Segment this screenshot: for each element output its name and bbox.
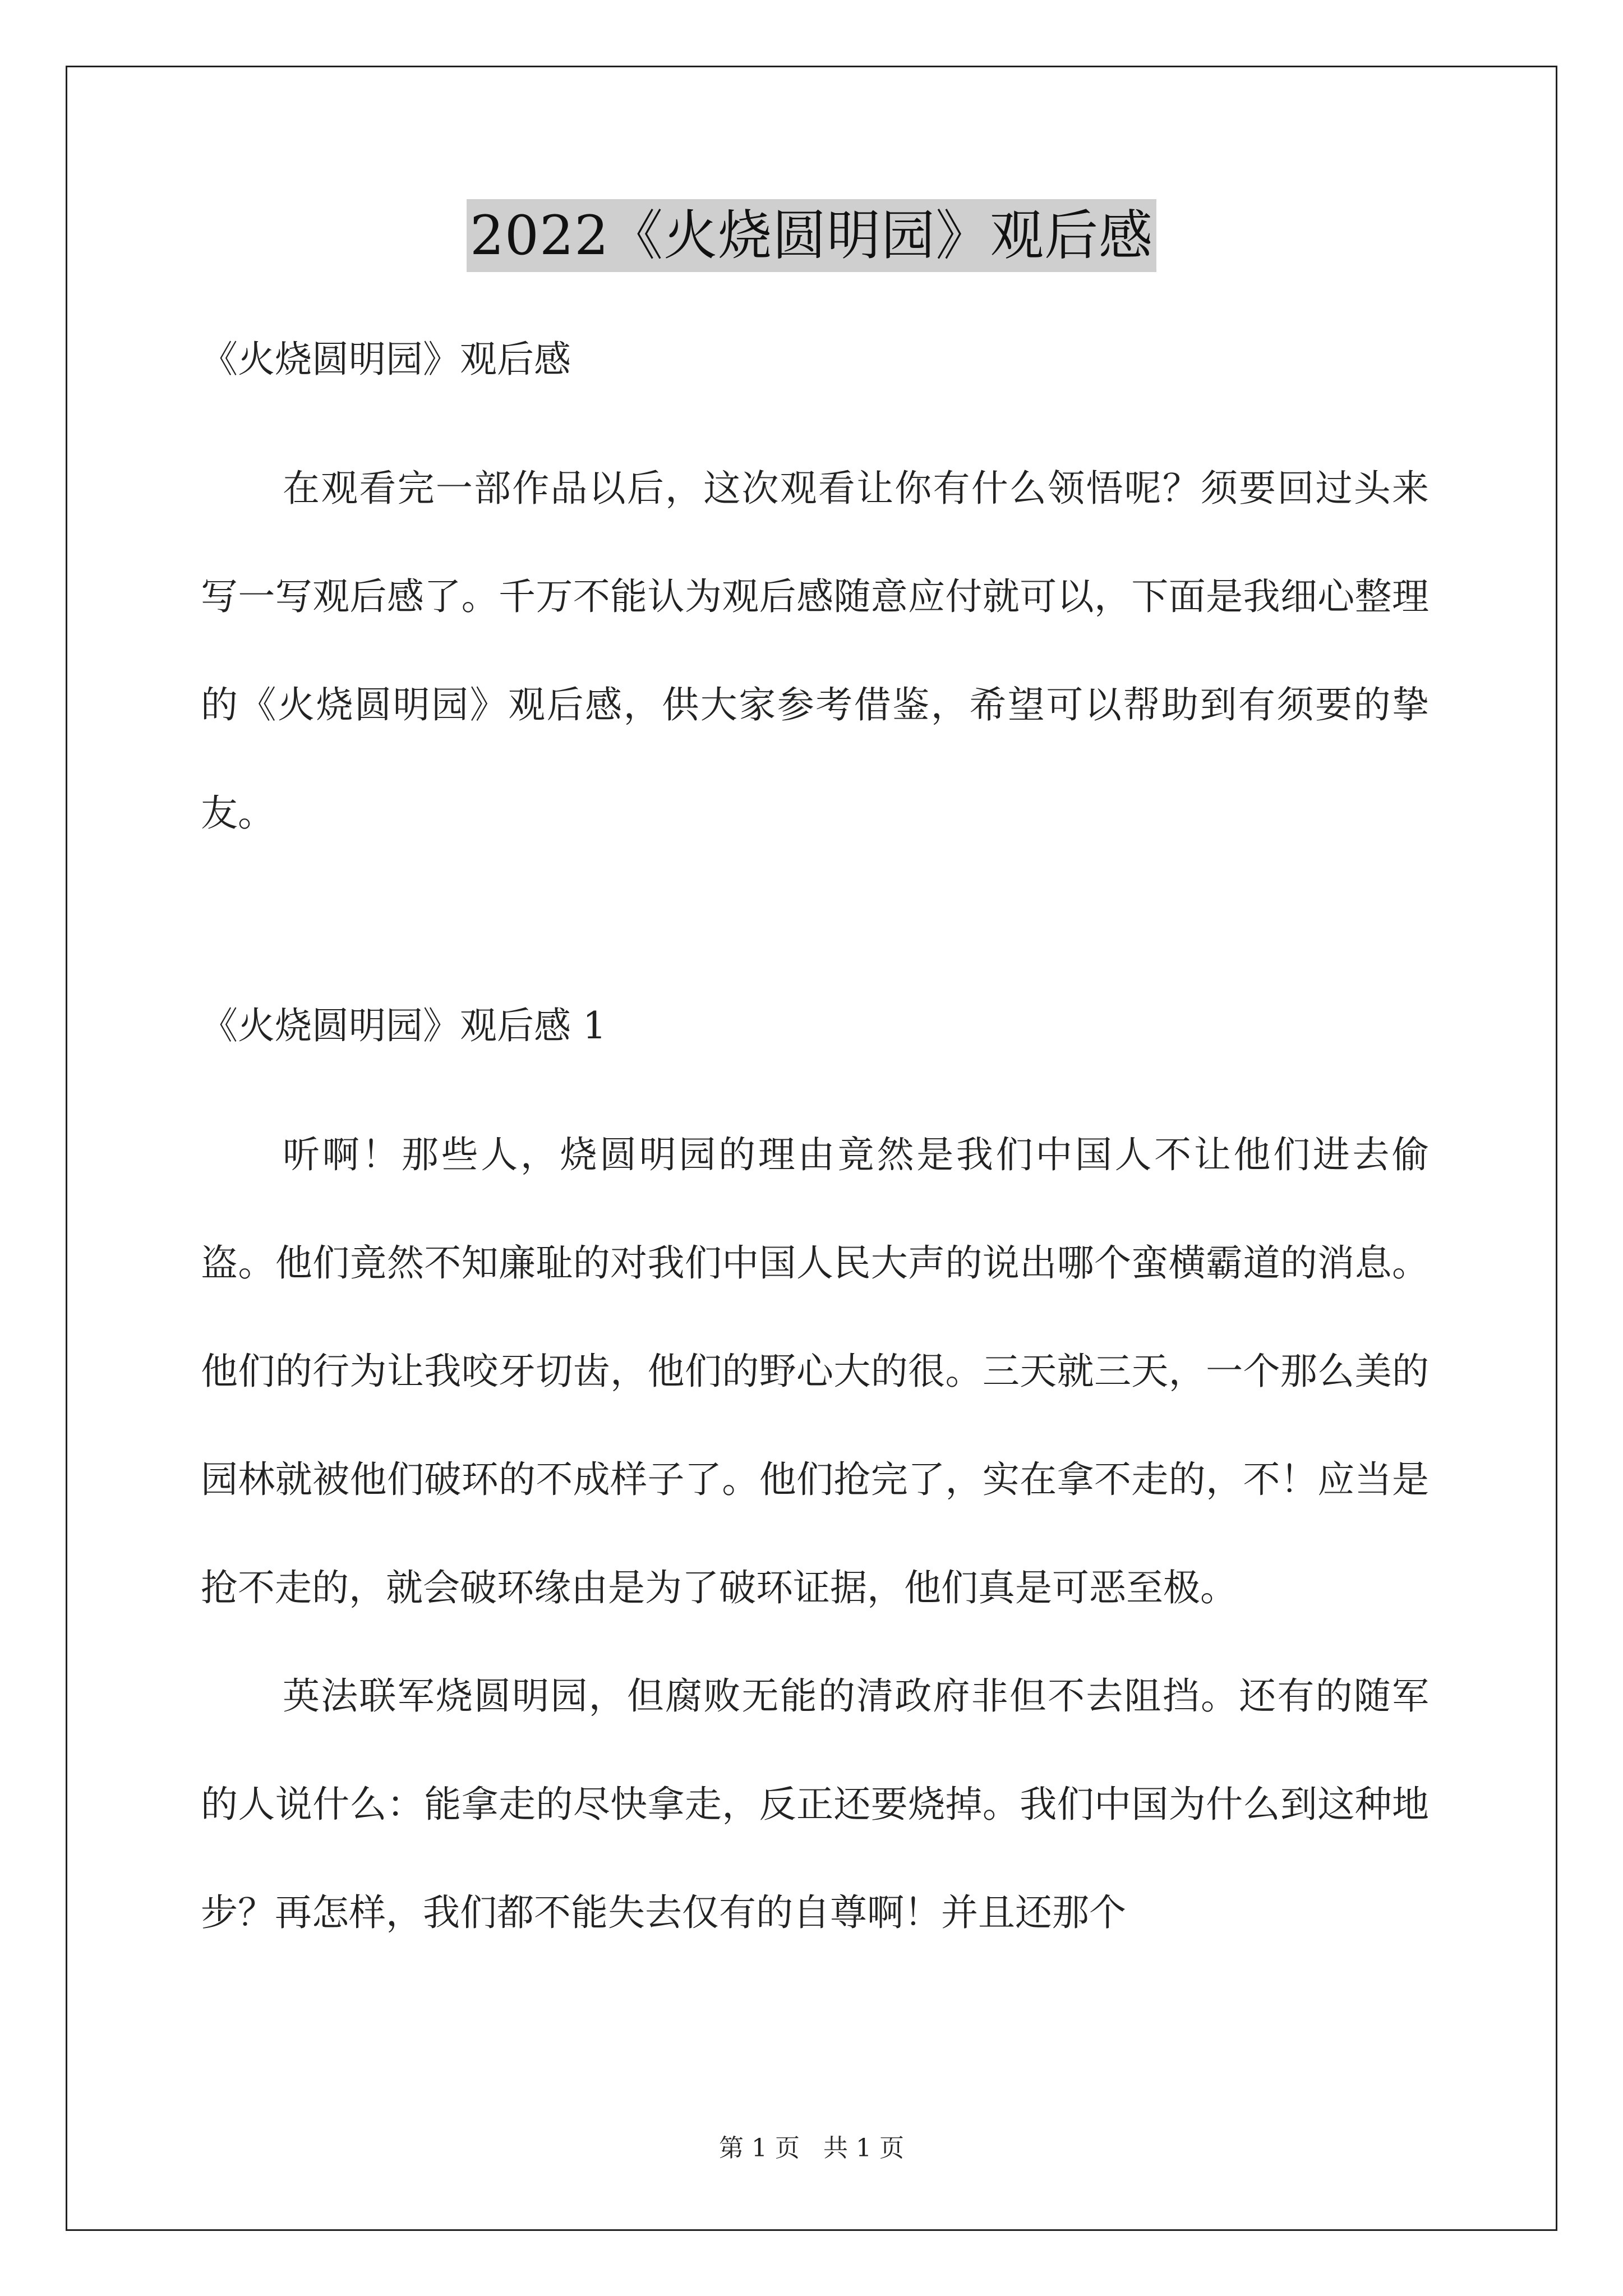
intro-heading: 《火烧圆明园》观后感 xyxy=(201,338,571,381)
document-body xyxy=(201,330,1429,1967)
page-number: 第 1 页 xyxy=(719,2134,800,2162)
intro-paragraph: 在观看完一部作品以后，这次观看让你有什么领悟呢？须要回过头来写一写观后感了。千万不能认为观后感随意应付就可以，下面是我细心整理的《火烧圆明园》观后感，供大家参考借鉴，希望可以帮助到有须要的挚友。 xyxy=(201,467,1429,835)
section1-heading: 《火烧圆明园》观后感 1 xyxy=(201,1004,606,1047)
page-footer xyxy=(0,2132,1623,2165)
spacer xyxy=(201,867,1429,996)
page-total: 共 1 页 xyxy=(823,2134,904,2162)
document-title: 2022《火烧圆明园》观后感 xyxy=(467,199,1156,272)
spacer xyxy=(201,389,1429,434)
section1-paragraph-2: 英法联军烧圆明园，但腐败无能的清政府非但不去阻挡。还有的随军的人说什么：能拿走的尽快拿走，反正还要烧掉。我们中国为什么到这种地步？再怎样，我们都不能失去仅有的自尊啊！并且还那个 xyxy=(201,1674,1429,1934)
section1-paragraph-1: 听啊！那些人，烧圆明园的理由竟然是我们中国人不让他们进去偷盗。他们竟然不知廉耻的对我们中国人民大声的说出哪个蛮横霸道的消息。他们的行为让我咬牙切齿，他们的野心大的很。三天就三天，一个那么美的园林就被他们破环的不成样子了。他们抢完了，实在拿不走的，不！应当是抢不走的，就会破环缘由是为了破环证据，他们真是可恶至极。 xyxy=(201,1133,1429,1609)
title-container xyxy=(0,199,1623,272)
spacer xyxy=(201,1056,1429,1101)
